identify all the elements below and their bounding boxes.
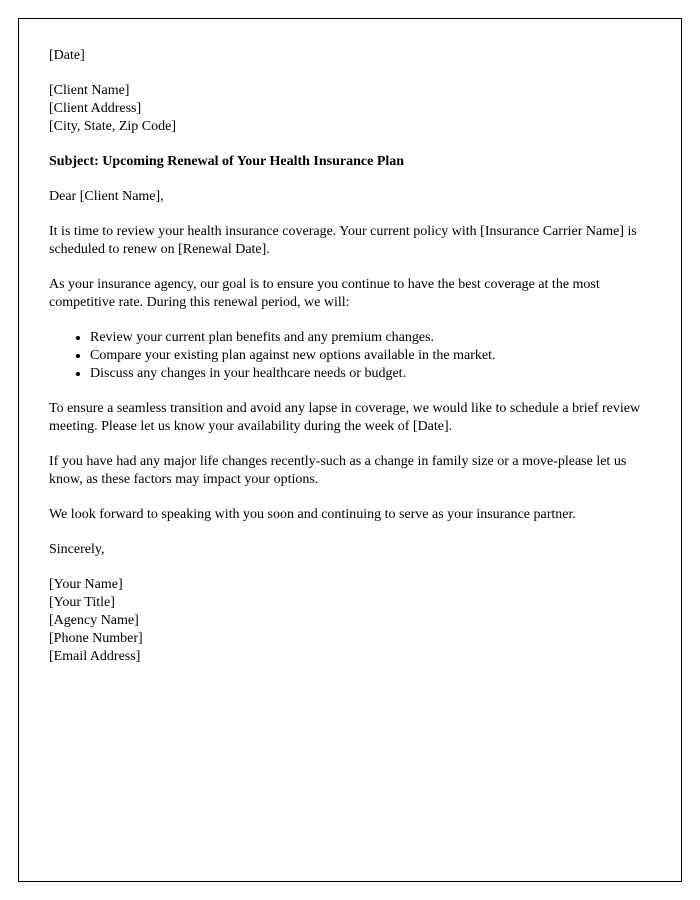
signature-agency: [Agency Name] <box>49 613 139 628</box>
paragraph-life-changes: If you have had any major life changes recently-such as a change in family size or a move-please let us know, as these factors may impact your options. <box>49 454 627 487</box>
list-item: • Discuss any changes in your healthcare needs or budget. <box>90 365 649 383</box>
recipient-address: [Client Address] <box>49 101 142 116</box>
list-item: • Review your current plan benefits and any premium changes. <box>90 329 649 347</box>
paragraph-meeting: To ensure a seamless transition and avoid any lapse in coverage, we would like to schedule a brief review meeting. Please let us know your availability during the week of [Date]. <box>49 401 641 434</box>
letter-page <box>18 18 682 882</box>
signature-title: [Your Title] <box>49 595 115 610</box>
list-item: • Compare your existing plan against new options available in the market. <box>90 347 649 365</box>
paragraph-intro: It is time to review your health insurance coverage. Your current policy with [Insurance Carrier Name] is scheduled to renew on [Renewal Date]. <box>49 224 637 257</box>
date-line: [Date] <box>49 48 85 63</box>
salutation: Dear [Client Name], <box>49 189 164 204</box>
recipient-city-state-zip: [City, State, Zip Code] <box>49 119 177 134</box>
signature-email: [Email Address] <box>49 649 141 664</box>
paragraph-lookforward: We look forward to speaking with you soon and continuing to serve as your insurance partner. <box>49 507 576 522</box>
subject-line: Subject: Upcoming Renewal of Your Health Insurance Plan <box>49 154 405 169</box>
paragraph-goal: As your insurance agency, our goal is to ensure you continue to have the best coverage at the most competitive rate. During this renewal period, we will: <box>49 277 600 310</box>
renewal-benefits-list <box>49 329 649 383</box>
signature-phone: [Phone Number] <box>49 631 143 646</box>
closing: Sincerely, <box>49 542 105 557</box>
recipient-block <box>49 82 649 136</box>
signature-name: [Your Name] <box>49 577 123 592</box>
recipient-name: [Client Name] <box>49 83 130 98</box>
signature-block <box>49 576 649 666</box>
